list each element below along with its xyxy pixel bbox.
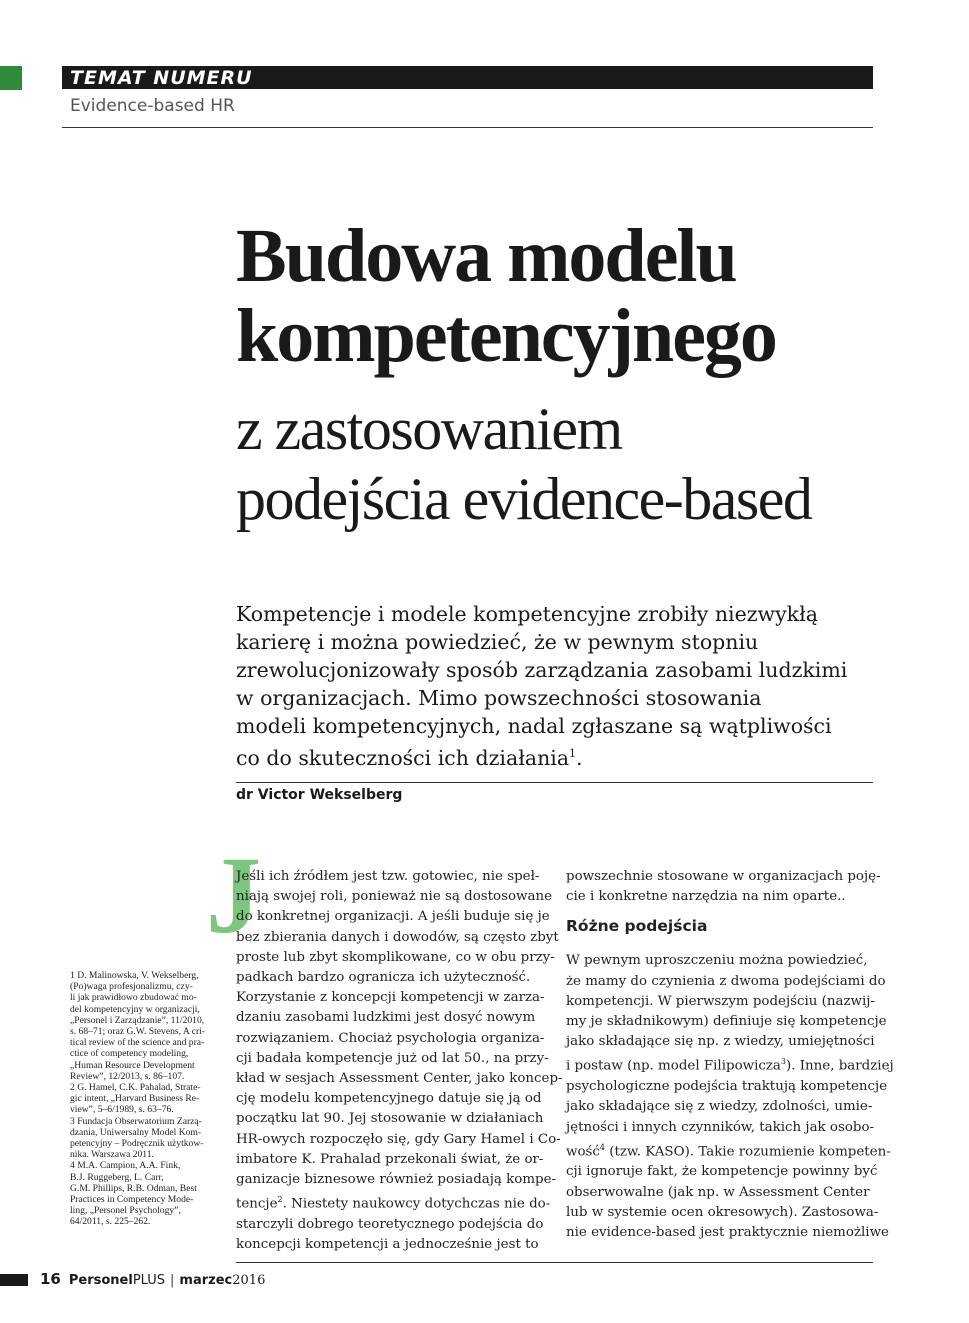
- body-line: psychologiczne podejścia traktują kompetencje: [566, 1079, 888, 1095]
- body-line: padkach bardzo ogranicza ich użyteczność.: [236, 970, 531, 986]
- footer-bar: [0, 1274, 28, 1286]
- header-divider: [62, 127, 873, 128]
- subtitle-line: podejścia evidence-based: [236, 466, 812, 532]
- body-line: kompetencji. W pierwszym podejściu (nazwij-: [566, 993, 875, 1009]
- body-line: starczyli dobrego teoretycznego podejścia do: [236, 1216, 544, 1232]
- lead-line: karierę i można powiedzieć, że w pewnym stopniu: [236, 630, 759, 654]
- lead-line: w organizacjach. Mimo powszechności stosowania: [236, 686, 762, 710]
- issue-month: marzec: [179, 1273, 233, 1288]
- footer-separator: |: [170, 1273, 175, 1288]
- body-line: jako składające się np. z wiedzy, umiejętności: [566, 1034, 875, 1050]
- section-label: TEMAT NUMERU: [70, 67, 253, 89]
- article-title: [236, 216, 916, 376]
- body-line: nie evidence-based jest praktycznie niemożliwe: [566, 1224, 889, 1240]
- body-line: [236, 1190, 551, 1215]
- body-line: jako składające się z wiedzy, zdolności, umie-: [566, 1099, 873, 1115]
- body-text: wość: [566, 1144, 600, 1160]
- body-line: koncepcji kompetencji a jednocześnie jest to: [236, 1237, 539, 1253]
- footnote-line: petencyjny – Podręcznik użytkow-: [70, 1138, 204, 1150]
- footnote-line: ctice of competency modeling,: [70, 1048, 189, 1060]
- body-line: powszechnie stosowane w organizacjach poję-: [566, 869, 881, 884]
- body-line: dzaniu zasobami ludzkimi jest dosyć nowym: [236, 1010, 536, 1026]
- footnote-line: 3 Fundacja Obserwatorium Zarzą-: [70, 1115, 202, 1127]
- footnote-line: (Po)waga profesjonalizmu, czy-: [70, 981, 193, 993]
- footnote-line: view”, 5–6/1989, s. 63–76.: [70, 1104, 174, 1116]
- footnote-line: del kompetencyjny w organizacji,: [70, 1003, 200, 1015]
- lead-line: modeli kompetencyjnych, nadal zgłaszane są wątpliwości: [236, 714, 832, 738]
- body-line: ganizacje biznesowe również posiadają kompe-: [236, 1172, 557, 1188]
- body-text: tencje: [236, 1196, 278, 1212]
- lead-line: Kompetencje i modele kompetencyjne zrobiły niezwykłą: [236, 602, 818, 626]
- footnote-line: 4 M.A. Campion, A.A. Fink,: [70, 1160, 181, 1172]
- body-line: obserwowalne (jak np. w Assessment Center: [566, 1184, 870, 1200]
- section-heading: Różne podejścia: [566, 917, 708, 936]
- body-column-2: [566, 867, 894, 1243]
- footnote-line: s. 68–71; oraz G.W. Stevens, A cri-: [70, 1026, 206, 1038]
- footnote-line: Review”, 12/2013, s. 86–107.: [70, 1070, 185, 1082]
- section-color-tab: [0, 66, 22, 90]
- body-line: Jeśli ich źródłem jest tzw. gotowiec, nie speł-: [236, 869, 540, 884]
- footnote-ref[interactable]: 4: [599, 1142, 605, 1152]
- section-header-bar: [62, 66, 873, 89]
- footnote-line: 2 G. Hamel, C.K. Pahalad, Strate-: [70, 1082, 201, 1094]
- footnote-ref[interactable]: 3: [780, 1057, 787, 1067]
- footnote-line: dzania, Uniwersalny Model Kom-: [70, 1126, 202, 1138]
- body-line: my je składnikowym) definiuje się kompetencje: [566, 1014, 887, 1030]
- article-subtitle: [236, 394, 916, 534]
- body-line: HR-owych rozpoczęło się, gdy Gary Hamel i Co-: [236, 1131, 561, 1147]
- body-line: cji ignoruje fakt, że kompetencje powinny być: [566, 1164, 878, 1180]
- issue-year: 2016: [232, 1273, 266, 1288]
- footnote-line: G.M. Phillips, R.B. Odman, Best: [70, 1182, 197, 1194]
- lead-line-last: [236, 740, 876, 772]
- lead-end: .: [576, 745, 583, 770]
- body-line: cję modelu kompetencyjnego datuje się ją od: [236, 1091, 542, 1107]
- body-line: Korzystanie z koncepcji kompetencji w zarza-: [236, 990, 545, 1006]
- subtitle-line: z zastosowaniem: [236, 396, 622, 462]
- footnote-line: 64/2011, s. 225–262.: [70, 1216, 151, 1228]
- footnote-line: gic intent, „Harvard Business Re-: [70, 1093, 200, 1105]
- magazine-name-suffix: PLUS: [132, 1273, 166, 1288]
- lead-line: zrewolucjonizowały sposób zarządzania zasobami ludzkimi: [236, 658, 848, 682]
- body-line: proste lub zbyt skomplikowane, co w obu przy-: [236, 949, 555, 965]
- drop-cap: J: [206, 834, 261, 956]
- subsection-label: Evidence-based HR: [70, 96, 235, 116]
- body-line: lub w systemie ocen okresowych). Zastosowa-: [566, 1204, 879, 1220]
- footnote-ref[interactable]: 2: [277, 1195, 283, 1205]
- body-column-1: [236, 867, 563, 1255]
- title-line: kompetencyjnego: [236, 294, 776, 378]
- footnote-line: „Human Resource Development: [70, 1059, 195, 1071]
- footnote-line: „Personel i Zarządzanie”, 11/2010,: [70, 1014, 205, 1026]
- body-line: [566, 1138, 891, 1163]
- body-line: W pewnym uproszczeniu można powiedzieć,: [566, 953, 868, 969]
- body-line: że mamy do czynienia z dwoma podejściami do: [566, 973, 886, 989]
- body-line: kład w sesjach Assessment Center, jako koncep-: [236, 1071, 563, 1087]
- footnote-line: li jak prawidłowo zbudować mo-: [70, 992, 197, 1004]
- article-lead: [236, 600, 876, 772]
- footnote-line: nika. Warszawa 2011.: [70, 1149, 154, 1161]
- magazine-name: Personel: [68, 1273, 133, 1288]
- body-line: do konkretnej organizacji. A jeśli buduje się je: [236, 909, 550, 925]
- body-text: (tzw. KASO). Takie rozumienie kompeten-: [605, 1144, 891, 1160]
- body-line: [566, 1052, 894, 1077]
- body-line: rozwiązaniem. Chociaż psychologia organiza-: [236, 1030, 545, 1046]
- page-footer: [40, 1270, 265, 1290]
- body-text: ). Inne, bardziej: [786, 1058, 894, 1074]
- body-line: bez zbierania danych i dowodów, są często zbyt: [236, 929, 559, 945]
- footnote-ref[interactable]: 1: [569, 747, 577, 760]
- body-text: i postaw (np. model Filipowicza: [566, 1058, 781, 1074]
- body-line: początku lat 90. Jej stosowanie w działaniach: [236, 1111, 544, 1127]
- author-byline: dr Victor Wekselberg: [236, 787, 403, 803]
- footnote-line: B.J. Ruggeberg, L. Carr,: [70, 1171, 164, 1183]
- footnote-line: 1 D. Malinowska, V. Wekselberg,: [70, 970, 199, 981]
- body-text: . Niestety naukowcy dotychczas nie do-: [282, 1196, 551, 1212]
- footnotes: [70, 970, 214, 1228]
- footnote-line: Practices in Competency Mode-: [70, 1194, 194, 1206]
- title-line: Budowa modelu: [236, 214, 736, 298]
- body-line: cji badała kompetencje już od lat 50., na przy-: [236, 1050, 549, 1066]
- body-line: cie i konkretne narzędzia na nim oparte..: [566, 889, 846, 905]
- footnote-line: tical review of the science and pra-: [70, 1037, 205, 1049]
- body-line: imbatore K. Prahalad przekonali świat, że or-: [236, 1151, 544, 1167]
- body-line: jętności i innych czynników, takich jak osobo-: [566, 1119, 875, 1135]
- footer-divider: [236, 1262, 873, 1263]
- lead-divider: [236, 782, 873, 783]
- body-line: niają swojej roli, ponieważ nie są dostosowane: [236, 889, 553, 905]
- page-number: 16: [40, 1270, 61, 1288]
- lead-text: co do skuteczności ich działania: [236, 745, 570, 770]
- footnote-line: ling, „Personel Psychology”,: [70, 1205, 181, 1217]
